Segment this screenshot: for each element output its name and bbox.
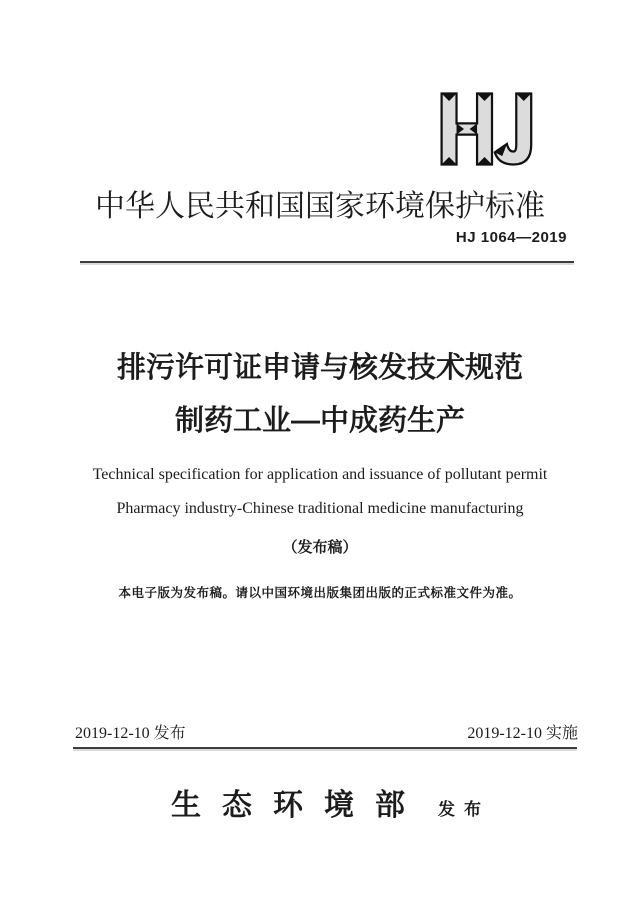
standard-number: HJ 1064—2019: [455, 229, 567, 246]
implement-date: 2019-12-10 实施: [467, 725, 578, 742]
draft-label: （发布稿）: [282, 539, 358, 556]
publisher-row: [0, 780, 640, 824]
title-cn-line2: 制药工业—中成药生产: [174, 405, 465, 437]
publisher-action-label: 发布: [438, 800, 490, 819]
footer-divider-line: [73, 747, 577, 749]
publisher-name: 生态环境部: [171, 789, 426, 822]
edition-notice: 本电子版为发布稿。请以中国环境出版集团出版的正式标准文件为准。: [118, 586, 522, 600]
title-cn-line1: 排污许可证申请与核发技术规范: [116, 352, 523, 384]
title-en-line2: Pharmacy industry-Chinese traditional medicine manufacturing: [116, 500, 524, 517]
publish-date: 2019-12-10 发布: [75, 725, 186, 742]
header-divider-line: [80, 261, 574, 263]
hj-logo: [436, 88, 548, 170]
hj-logo-graphic: [436, 88, 548, 170]
header-title: 中华人民共和国国家环境保护标准: [95, 190, 545, 223]
title-en-line1: Technical specification for application and issuance of pollutant permit: [92, 466, 548, 483]
